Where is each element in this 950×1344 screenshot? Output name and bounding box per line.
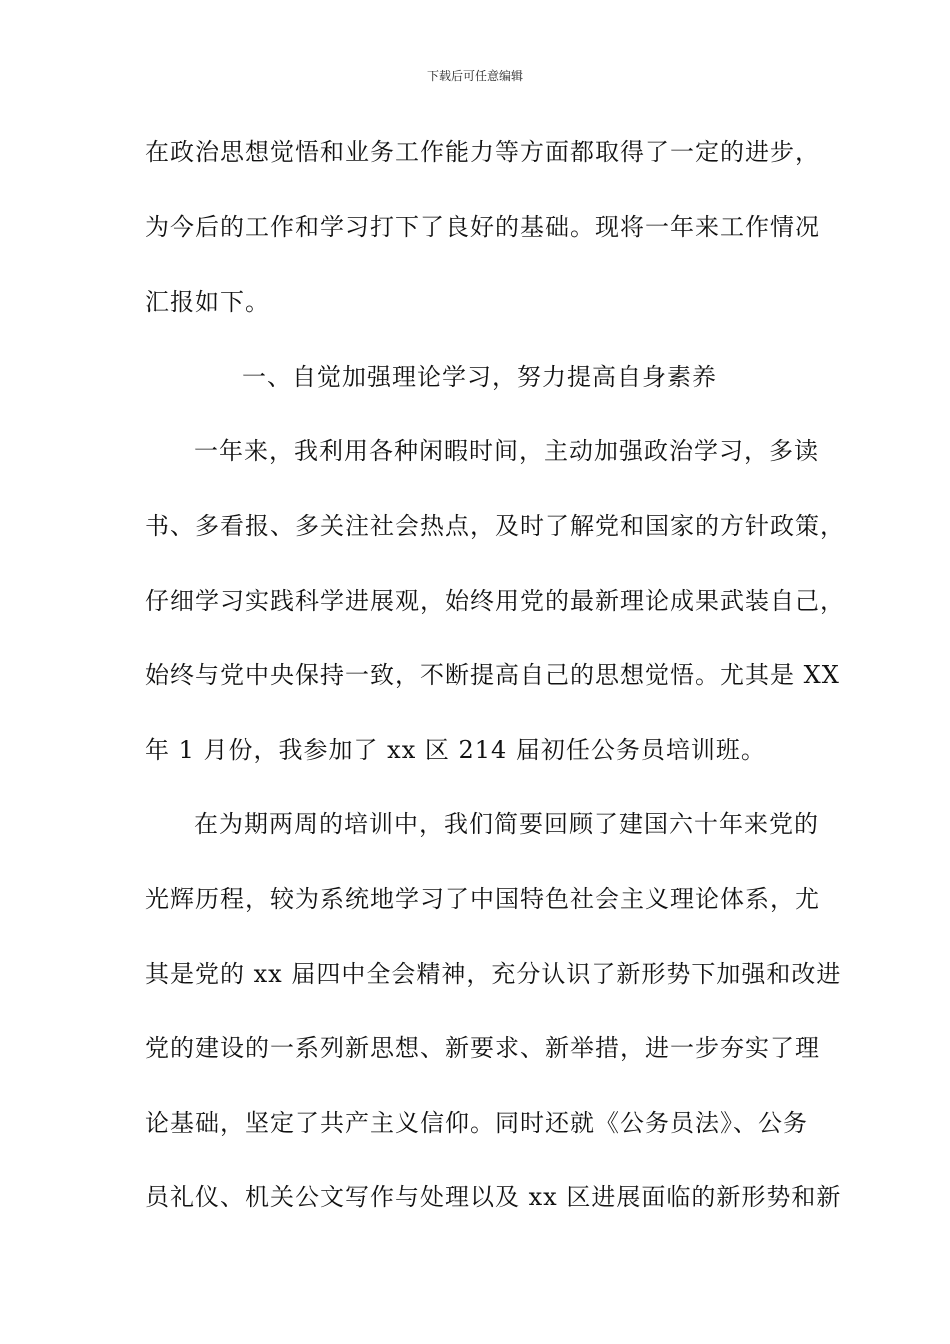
section-heading: 一、自觉加强理论学习，努力提高自身素养 bbox=[242, 363, 717, 391]
body-line-15: 员礼仪、机关公文写作与处理以及 xx 区进展面临的新形势和新 bbox=[145, 1183, 842, 1211]
body-line-12: 其是党的 xx 届四中全会精神，充分认识了新形势下加强和改进 bbox=[145, 960, 842, 988]
body-line-2: 为今后的工作和学习打下了良好的基础。现将一年来工作情况 bbox=[145, 213, 820, 241]
body-line-11: 光辉历程，较为系统地学习了中国特色社会主义理论体系，尤 bbox=[145, 885, 820, 913]
body-line-9: 年 1 月份，我参加了 xx 区 214 届初任公务员培训班。 bbox=[145, 736, 766, 764]
body-line-7: 仔细学习实践科学进展观，始终用党的最新理论成果武装自己， bbox=[145, 587, 845, 615]
body-line-6: 书、多看报、多关注社会热点，及时了解党和国家的方针政策， bbox=[145, 512, 845, 540]
header-note: 下载后可任意编辑 bbox=[426, 69, 523, 83]
body-line-8: 始终与党中央保持一致，不断提高自己的思想觉悟。尤其是 XX bbox=[145, 661, 840, 689]
body-line-13: 党的建设的一系列新思想、新要求、新举措，进一步夯实了理 bbox=[145, 1034, 820, 1062]
body-line-5: 一年来，我利用各种闲暇时间，主动加强政治学习，多读 bbox=[194, 437, 819, 465]
body-line-1: 在政治思想觉悟和业务工作能力等方面都取得了一定的进步， bbox=[145, 138, 820, 166]
body-line-3: 汇报如下。 bbox=[145, 288, 270, 316]
body-line-14: 论基础，坚定了共产主义信仰。同时还就《公务员法》、公务 bbox=[145, 1109, 808, 1137]
body-line-10: 在为期两周的培训中，我们简要回顾了建国六十年来党的 bbox=[194, 810, 819, 838]
